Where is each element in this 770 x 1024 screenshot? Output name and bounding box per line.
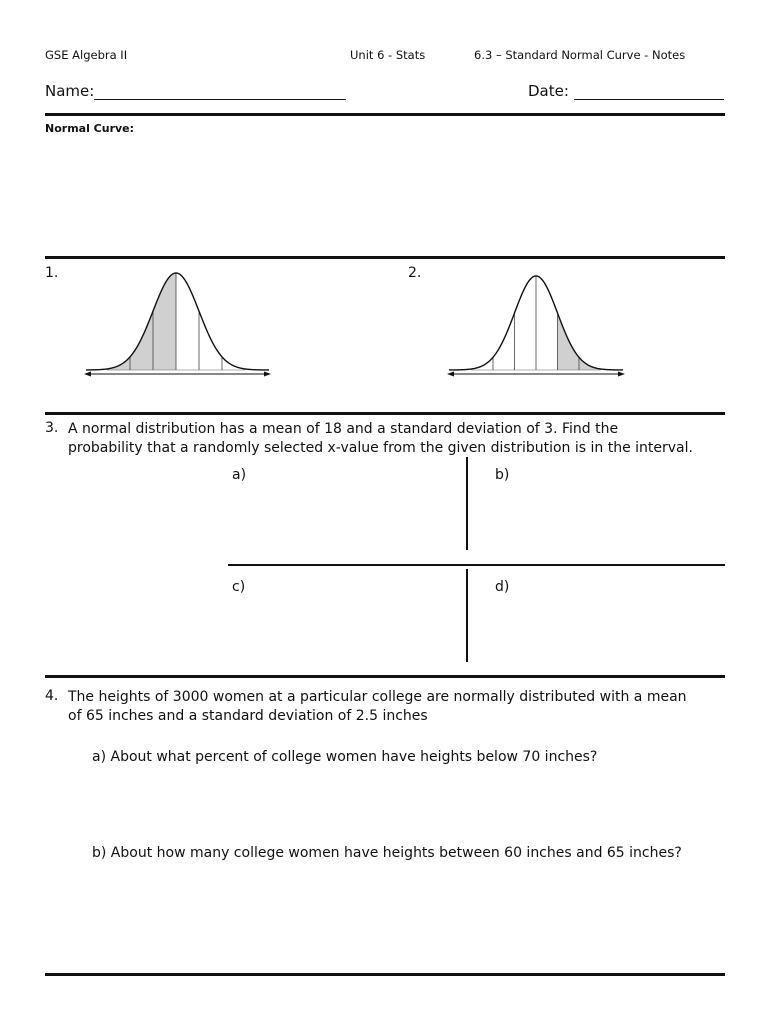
axis-arrow xyxy=(84,372,91,377)
divider xyxy=(45,973,725,976)
problem-2-number: 2. xyxy=(408,265,422,281)
name-field xyxy=(45,82,346,100)
normal-curve-graph-2 xyxy=(444,270,629,380)
normal-curve xyxy=(86,273,269,370)
problem-4-text-line-1: The heights of 3000 women at a particular college are normally distributed with a mean xyxy=(68,689,687,705)
problem-3-number: 3. xyxy=(45,420,59,436)
lesson-title: 6.3 – Standard Normal Curve - Notes xyxy=(474,48,686,62)
axis-arrow xyxy=(447,372,454,377)
problem-4-part-b: b) About how many college women have heights between 60 inches and 65 inches? xyxy=(92,845,682,861)
grid-vertical-line xyxy=(466,457,468,550)
problem-4-part-a: a) About what percent of college women have heights below 70 inches? xyxy=(92,749,598,765)
problem-3-part-d: d) xyxy=(495,579,510,595)
problem-3-text-line-1: A normal distribution has a mean of 18 and a standard deviation of 3. Find the xyxy=(68,421,619,437)
divider xyxy=(45,256,725,259)
problem-3-part-b: b) xyxy=(495,467,510,483)
shaded-region xyxy=(107,273,176,370)
date-blank[interactable] xyxy=(574,84,724,100)
divider xyxy=(45,412,725,415)
date-label: Date: xyxy=(528,82,569,100)
problem-4-text-line-2: of 65 inches and a standard deviation of 2.5 inches xyxy=(68,708,428,724)
name-blank[interactable] xyxy=(94,84,346,100)
normal-curve-graph-1 xyxy=(80,268,275,380)
date-field xyxy=(528,82,724,100)
axis-arrow xyxy=(264,372,271,377)
grid-vertical-line xyxy=(466,569,468,662)
grid-horizontal-line xyxy=(228,564,725,566)
section-title: Normal Curve: xyxy=(45,122,135,135)
course-title: GSE Algebra II xyxy=(45,48,128,62)
divider xyxy=(45,113,725,116)
problem-3-part-c: c) xyxy=(232,579,246,595)
divider xyxy=(45,675,725,678)
name-label: Name: xyxy=(45,82,95,100)
problem-3-part-a: a) xyxy=(232,467,247,483)
problem-4-number: 4. xyxy=(45,688,59,704)
problem-1-number: 1. xyxy=(45,265,59,281)
problem-3-text-line-2: probability that a randomly selected x-value from the given distribution is in the interval. xyxy=(68,440,693,456)
axis-arrow xyxy=(618,372,625,377)
unit-title: Unit 6 - Stats xyxy=(350,48,426,62)
